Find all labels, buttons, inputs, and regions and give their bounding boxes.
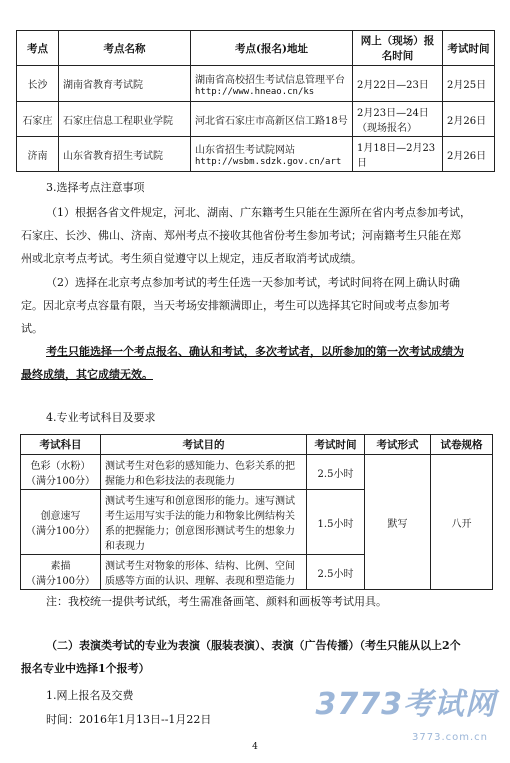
header-cell: 试卷规格: [431, 435, 493, 455]
header-cell: 考点(报名)地址: [191, 31, 353, 66]
signup-time-cell: 2月22日—23日: [353, 66, 443, 102]
exam-sites-table: [16, 30, 495, 172]
section-heading: 3.选择考点注意事项: [46, 181, 145, 194]
subject-name: 创意速写: [40, 511, 81, 522]
table-row: [17, 137, 495, 172]
subject-cell: [21, 555, 101, 590]
table-row: [17, 66, 495, 102]
duration-cell: 2.5小时: [307, 455, 365, 490]
site-name-cell: 山东省教育招生考试院: [59, 137, 191, 172]
address-link[interactable]: http://www.hneao.cn/ks: [195, 86, 315, 97]
subject-cell: [21, 455, 101, 490]
paragraph-line: （2）选择在北京考点参加考试的考生任选一天参加考试，考试时间将在网上确认时确: [46, 276, 460, 289]
page-number: 4: [252, 742, 258, 752]
purpose-cell: 测试考生对物象的形体、结构、比例、空间质感等方面的认识、理解、表现和塑造能力: [101, 555, 307, 590]
header-cell: 考试时间: [443, 31, 495, 66]
exam-time-cell: 2月26日: [443, 137, 495, 172]
header-cell: 考试时间: [307, 435, 365, 455]
address-cell: 河北省石家庄市高新区信工路18号: [191, 102, 353, 137]
site-name-cell: 湖南省教育考试院: [59, 66, 191, 102]
table-header-row: [17, 31, 495, 66]
section-title: （二）表演类考试的专业为表演（服装表演）、表演（广告传播）（考生只能从以上2个: [46, 639, 461, 652]
signup-period: 时间：2016年1月13日--1月22日: [46, 713, 212, 726]
purpose-cell: 测试考生速写和创意图形的能力。速写测试考生运用写实手法的能力和物象比例结构关系的把握能力；创意图形测试考生的想象力和表现力: [101, 490, 307, 555]
watermark-logo: 3773考试网: [315, 687, 496, 722]
signup-time-cell: 1月18日—2月23日: [353, 137, 443, 172]
header-cell: 考试目的: [101, 435, 307, 455]
watermark-url: 3773.com.cn: [412, 732, 488, 743]
exam-time-cell: 2月26日: [443, 102, 495, 137]
exam-subjects-table: [20, 434, 493, 590]
exam-form-cell: 默写: [365, 455, 431, 590]
address-text: 山东省招生考试院网站: [195, 145, 295, 156]
table-row: [21, 455, 493, 490]
site-name-cell: 石家庄信息工程职业学院: [59, 102, 191, 137]
header-cell: 考试形式: [365, 435, 431, 455]
paper-size-cell: 八开: [431, 455, 493, 590]
header-cell: 考点名称: [59, 31, 191, 66]
subsection-heading: 1.网上报名及交费: [46, 689, 134, 702]
purpose-cell: 测试考生对色彩的感知能力、色彩关系的把握能力和色彩技法的表现能力: [101, 455, 307, 490]
important-notice: 最终成绩，其它成绩无效。: [21, 368, 153, 381]
table-header-row: [21, 435, 493, 455]
duration-cell: 2.5小时: [307, 555, 365, 590]
address-text: 湖南省高校招生考试信息管理平台: [195, 74, 345, 86]
signup-time-cell: 2月23日—24日（现场报名）: [353, 102, 443, 137]
subject-score: （满分100分）: [25, 526, 96, 537]
address-cell: [191, 66, 353, 102]
header-cell: 考点: [17, 31, 59, 66]
important-notice: 考生只能选择一个考点报名、确认和考试，多次考试者，以所参加的第一次考试成绩为: [46, 345, 464, 358]
paragraph-line: 试。: [21, 322, 43, 335]
subject-cell: [21, 490, 101, 555]
paragraph-line: 石家庄、长沙、佛山、济南、郑州考点不接收其他省份考生参加考试；河南籍考生只能在郑: [21, 229, 461, 242]
address-link[interactable]: http://wsbm.sdzk.gov.cn/art: [195, 157, 342, 167]
table-note: 注：我校统一提供考试纸，考生需准备画笔、颜料和画板等考试用具。: [46, 595, 387, 608]
header-cell: 网上（现场）报名时间: [353, 31, 443, 66]
table-row: [17, 102, 495, 137]
subject-name: 素描: [50, 561, 71, 572]
header-cell: 考试科目: [21, 435, 101, 455]
section-title: 报名专业中选择1个报考）: [21, 662, 150, 675]
subject-score: （满分100分）: [25, 476, 96, 487]
duration-cell: 1.5小时: [307, 490, 365, 555]
city-cell: 济南: [17, 137, 59, 172]
city-cell: 长沙: [17, 66, 59, 102]
paragraph-line: 定。因北京考点容量有限，当天考场安排额满即止，考生可以选择其它时间或考点参加考: [21, 299, 450, 312]
subject-score: （满分100分）: [25, 576, 96, 587]
address-cell: [191, 137, 353, 172]
paragraph-line: （1）根据各省文件规定，河北、湖南、广东籍考生只能在生源所在省内考点参加考试，: [46, 206, 471, 219]
city-cell: 石家庄: [17, 102, 59, 137]
exam-time-cell: 2月25日: [443, 66, 495, 102]
subject-name: 色彩（水粉）: [30, 461, 91, 472]
section-heading: 4.专业考试科目及要求: [46, 411, 156, 424]
paragraph-line: 州或北京考点考试。考生须自觉遵守以上规定，违反者取消考试成绩。: [21, 252, 362, 265]
